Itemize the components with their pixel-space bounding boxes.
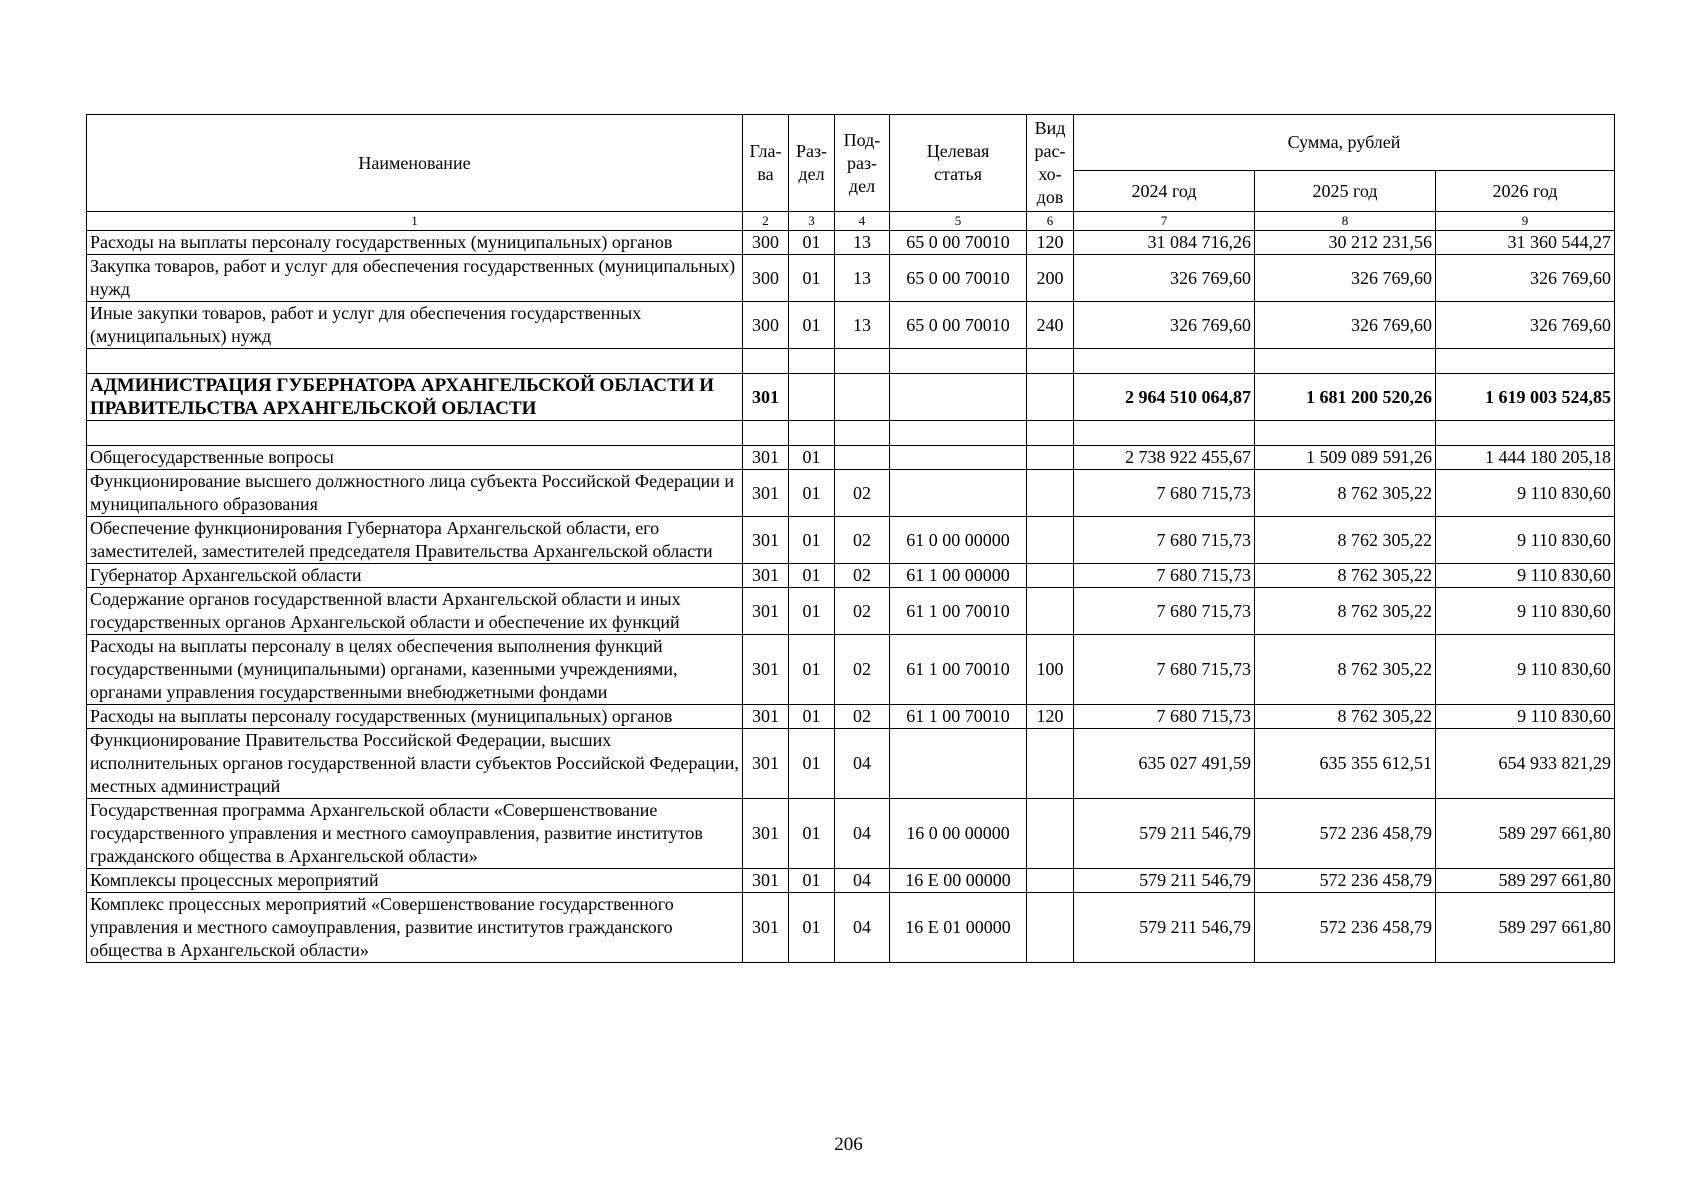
row-sum-2024 [1074, 421, 1255, 446]
table-row [87, 231, 1615, 255]
row-target: 16 0 00 00000 [890, 799, 1027, 869]
header-expense-type: Вид рас- хо- дов [1027, 115, 1074, 212]
table-row [87, 470, 1615, 517]
row-sum-2024: 7 680 715,73 [1074, 588, 1255, 635]
row-sum-2024: 7 680 715,73 [1074, 635, 1255, 705]
row-sum-2026: 589 297 661,80 [1436, 799, 1615, 869]
row-section [789, 421, 835, 446]
column-number: 5 [890, 212, 1027, 231]
row-sum-2025: 1 681 200 520,26 [1255, 374, 1436, 421]
row-subsection: 13 [835, 255, 890, 302]
row-sum-2025: 8 762 305,22 [1255, 564, 1436, 588]
row-expense-type: 200 [1027, 255, 1074, 302]
row-sum-2026: 1 444 180 205,18 [1436, 446, 1615, 470]
row-target: 61 0 00 00000 [890, 517, 1027, 564]
row-name: Расходы на выплаты персоналу в целях обеспечения выполнения функций государственными (муниципальными) органами, казенными учреждениями, органами управления государственными внебюджетными фондами [87, 635, 743, 705]
row-target: 65 0 00 70010 [890, 255, 1027, 302]
header-year-2025: 2025 год [1255, 171, 1436, 212]
row-sum-2025: 572 236 458,79 [1255, 869, 1436, 893]
column-number: 9 [1436, 212, 1615, 231]
row-expense-type [1027, 517, 1074, 564]
column-number: 1 [87, 212, 743, 231]
row-sum-2024: 7 680 715,73 [1074, 705, 1255, 729]
row-expense-type [1027, 588, 1074, 635]
row-subsection [835, 446, 890, 470]
row-chapter: 300 [743, 302, 789, 349]
row-subsection [835, 421, 890, 446]
table-row [87, 869, 1615, 893]
row-expense-type [1027, 893, 1074, 963]
row-sum-2026: 326 769,60 [1436, 255, 1615, 302]
row-sum-2025: 8 762 305,22 [1255, 470, 1436, 517]
row-sum-2024 [1074, 349, 1255, 374]
row-subsection: 04 [835, 893, 890, 963]
row-sum-2026: 654 933 821,29 [1436, 729, 1615, 799]
row-section: 01 [789, 302, 835, 349]
row-chapter: 301 [743, 470, 789, 517]
table-row [87, 255, 1615, 302]
row-expense-type [1027, 349, 1074, 374]
row-sum-2024: 7 680 715,73 [1074, 470, 1255, 517]
row-section: 01 [789, 799, 835, 869]
row-target [890, 374, 1027, 421]
row-section: 01 [789, 470, 835, 517]
row-sum-2026: 9 110 830,60 [1436, 470, 1615, 517]
row-section: 01 [789, 564, 835, 588]
row-sum-2026: 589 297 661,80 [1436, 893, 1615, 963]
row-sum-2025: 572 236 458,79 [1255, 893, 1436, 963]
row-chapter: 301 [743, 705, 789, 729]
row-sum-2026 [1436, 349, 1615, 374]
column-number: 3 [789, 212, 835, 231]
row-chapter: 301 [743, 446, 789, 470]
row-chapter: 301 [743, 588, 789, 635]
table-row [87, 799, 1615, 869]
row-expense-type [1027, 421, 1074, 446]
row-sum-2025: 1 509 089 591,26 [1255, 446, 1436, 470]
row-expense-type: 120 [1027, 231, 1074, 255]
row-sum-2024: 7 680 715,73 [1074, 564, 1255, 588]
table-row [87, 893, 1615, 963]
row-section: 01 [789, 446, 835, 470]
page-number: 206 [834, 1134, 863, 1155]
row-expense-type [1027, 869, 1074, 893]
row-target [890, 349, 1027, 374]
row-sum-2026: 589 297 661,80 [1436, 869, 1615, 893]
row-chapter: 301 [743, 893, 789, 963]
row-name: АДМИНИСТРАЦИЯ ГУБЕРНАТОРА АРХАНГЕЛЬСКОЙ ОБЛАСТИ И ПРАВИТЕЛЬСТВА АРХАНГЕЛЬСКОЙ ОБЛАСТИ [87, 374, 743, 421]
row-sum-2025: 8 762 305,22 [1255, 588, 1436, 635]
row-sum-2025: 326 769,60 [1255, 255, 1436, 302]
table-row [87, 302, 1615, 349]
table-row [87, 517, 1615, 564]
header-chapter: Гла- ва [743, 115, 789, 212]
header-year-2026: 2026 год [1436, 171, 1615, 212]
budget-table [86, 114, 1615, 963]
row-target: 61 1 00 70010 [890, 588, 1027, 635]
row-name [87, 421, 743, 446]
row-chapter: 301 [743, 635, 789, 705]
column-number: 7 [1074, 212, 1255, 231]
row-sum-2025: 30 212 231,56 [1255, 231, 1436, 255]
row-name [87, 349, 743, 374]
row-chapter: 300 [743, 231, 789, 255]
row-expense-type [1027, 446, 1074, 470]
table-row [87, 374, 1615, 421]
row-name: Функционирование высшего должностного лица субъекта Российской Федерации и муниципального образования [87, 470, 743, 517]
column-number: 4 [835, 212, 890, 231]
row-subsection: 04 [835, 869, 890, 893]
row-sum-2024: 579 211 546,79 [1074, 799, 1255, 869]
row-name: Иные закупки товаров, работ и услуг для обеспечения государственных (муниципальных) нужд [87, 302, 743, 349]
row-name: Государственная программа Архангельской области «Совершенствование государственного управления и местного самоуправления, развитие институтов гражданского общества в Архангельской области» [87, 799, 743, 869]
row-sum-2025: 572 236 458,79 [1255, 799, 1436, 869]
row-expense-type [1027, 470, 1074, 517]
row-name: Комплексы процессных мероприятий [87, 869, 743, 893]
row-sum-2026 [1436, 421, 1615, 446]
row-sum-2026: 9 110 830,60 [1436, 564, 1615, 588]
row-sum-2024: 31 084 716,26 [1074, 231, 1255, 255]
table-row [87, 729, 1615, 799]
row-name: Общегосударственные вопросы [87, 446, 743, 470]
row-name: Содержание органов государственной власти Архангельской области и иных государственных органов Архангельской области и обеспечение их функций [87, 588, 743, 635]
row-name: Расходы на выплаты персоналу государственных (муниципальных) органов [87, 231, 743, 255]
row-sum-2025: 326 769,60 [1255, 302, 1436, 349]
row-section: 01 [789, 255, 835, 302]
row-sum-2025: 8 762 305,22 [1255, 635, 1436, 705]
row-chapter [743, 349, 789, 374]
row-expense-type [1027, 564, 1074, 588]
row-sum-2024: 2 738 922 455,67 [1074, 446, 1255, 470]
row-target [890, 729, 1027, 799]
column-number: 2 [743, 212, 789, 231]
row-subsection: 04 [835, 729, 890, 799]
row-subsection [835, 374, 890, 421]
row-sum-2025: 8 762 305,22 [1255, 705, 1436, 729]
row-chapter [743, 421, 789, 446]
row-target [890, 470, 1027, 517]
row-expense-type [1027, 374, 1074, 421]
row-subsection: 02 [835, 705, 890, 729]
row-subsection: 13 [835, 302, 890, 349]
row-sum-2025: 8 762 305,22 [1255, 517, 1436, 564]
row-name: Функционирование Правительства Российской Федерации, высших исполнительных органов государственной власти субъектов Российской Федерации, местных администраций [87, 729, 743, 799]
table-row [87, 588, 1615, 635]
header-subsection: Под- раз- дел [835, 115, 890, 212]
row-sum-2026: 326 769,60 [1436, 302, 1615, 349]
row-expense-type: 120 [1027, 705, 1074, 729]
row-sum-2026: 31 360 544,27 [1436, 231, 1615, 255]
row-chapter: 300 [743, 255, 789, 302]
row-sum-2025 [1255, 421, 1436, 446]
row-sum-2024: 579 211 546,79 [1074, 893, 1255, 963]
row-expense-type: 100 [1027, 635, 1074, 705]
row-subsection: 02 [835, 470, 890, 517]
row-target [890, 446, 1027, 470]
row-chapter: 301 [743, 517, 789, 564]
row-section: 01 [789, 893, 835, 963]
row-sum-2026: 9 110 830,60 [1436, 635, 1615, 705]
column-number-row [87, 212, 1615, 231]
header-year-2024: 2024 год [1074, 171, 1255, 212]
column-number: 6 [1027, 212, 1074, 231]
header-sum: Сумма, рублей [1074, 115, 1615, 171]
row-expense-type [1027, 799, 1074, 869]
row-subsection: 02 [835, 564, 890, 588]
row-name: Губернатор Архангельской области [87, 564, 743, 588]
header-target: Целевая статья [890, 115, 1027, 212]
row-section: 01 [789, 517, 835, 564]
row-sum-2024: 326 769,60 [1074, 255, 1255, 302]
row-sum-2026: 9 110 830,60 [1436, 705, 1615, 729]
row-name: Комплекс процессных мероприятий «Совершенствование государственного управления и местного самоуправления, развитие институтов гражданского общества в Архангельской области» [87, 893, 743, 963]
row-target: 16 Е 00 00000 [890, 869, 1027, 893]
row-target: 16 Е 01 00000 [890, 893, 1027, 963]
row-subsection: 02 [835, 517, 890, 564]
header-name: Наименование [87, 115, 743, 212]
row-name: Расходы на выплаты персоналу государственных (муниципальных) органов [87, 705, 743, 729]
row-sum-2025: 635 355 612,51 [1255, 729, 1436, 799]
row-section: 01 [789, 588, 835, 635]
row-sum-2024: 7 680 715,73 [1074, 517, 1255, 564]
row-sum-2024: 579 211 546,79 [1074, 869, 1255, 893]
row-sum-2026: 9 110 830,60 [1436, 517, 1615, 564]
table-row [87, 635, 1615, 705]
table-row [87, 705, 1615, 729]
row-section: 01 [789, 869, 835, 893]
row-expense-type [1027, 729, 1074, 799]
row-expense-type: 240 [1027, 302, 1074, 349]
row-sum-2025 [1255, 349, 1436, 374]
row-sum-2024: 2 964 510 064,87 [1074, 374, 1255, 421]
blank-row [87, 349, 1615, 374]
row-section: 01 [789, 231, 835, 255]
row-name: Обеспечение функционирования Губернатора Архангельской области, его заместителей, заместителей председателя Правительства Архангельской области [87, 517, 743, 564]
row-target: 61 1 00 00000 [890, 564, 1027, 588]
row-sum-2026: 9 110 830,60 [1436, 588, 1615, 635]
row-target: 61 1 00 70010 [890, 635, 1027, 705]
row-section: 01 [789, 635, 835, 705]
row-target: 61 1 00 70010 [890, 705, 1027, 729]
row-section [789, 349, 835, 374]
row-section [789, 374, 835, 421]
row-section: 01 [789, 705, 835, 729]
row-target: 65 0 00 70010 [890, 302, 1027, 349]
row-target: 65 0 00 70010 [890, 231, 1027, 255]
table-row [87, 446, 1615, 470]
row-subsection [835, 349, 890, 374]
header-section: Раз- дел [789, 115, 835, 212]
row-target [890, 421, 1027, 446]
row-sum-2026: 1 619 003 524,85 [1436, 374, 1615, 421]
row-section: 01 [789, 729, 835, 799]
row-chapter: 301 [743, 729, 789, 799]
row-subsection: 02 [835, 588, 890, 635]
row-sum-2024: 635 027 491,59 [1074, 729, 1255, 799]
row-chapter: 301 [743, 374, 789, 421]
row-subsection: 02 [835, 635, 890, 705]
row-sum-2024: 326 769,60 [1074, 302, 1255, 349]
row-chapter: 301 [743, 564, 789, 588]
row-chapter: 301 [743, 869, 789, 893]
row-subsection: 04 [835, 799, 890, 869]
table-row [87, 564, 1615, 588]
row-subsection: 13 [835, 231, 890, 255]
column-number: 8 [1255, 212, 1436, 231]
row-name: Закупка товаров, работ и услуг для обеспечения государственных (муниципальных) нужд [87, 255, 743, 302]
row-chapter: 301 [743, 799, 789, 869]
blank-row [87, 421, 1615, 446]
